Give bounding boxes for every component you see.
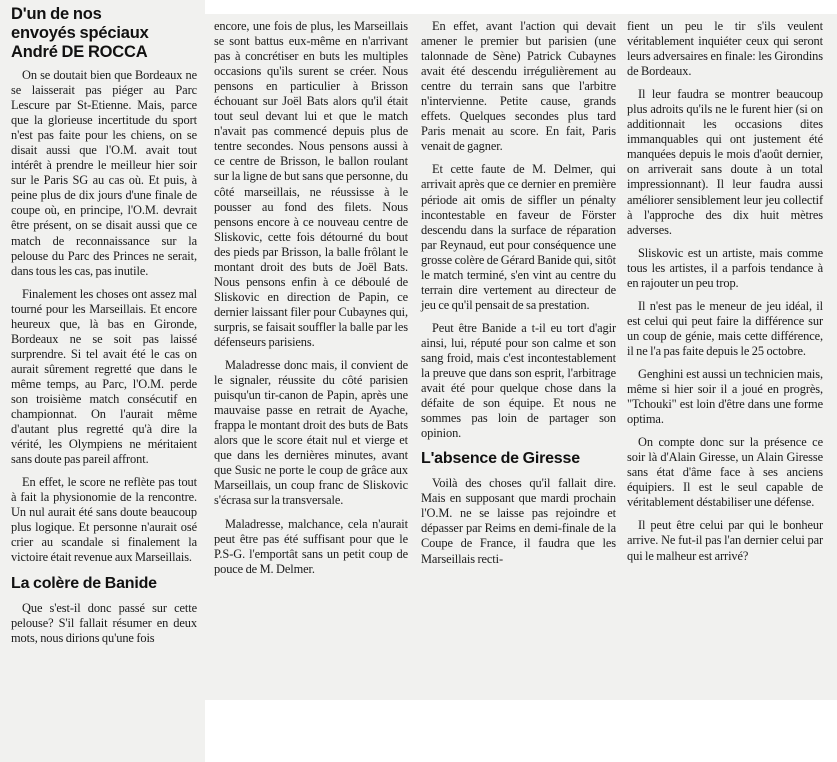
paragraph: Que s'est-il donc passé sur cette pelouse? S'il fallait résumer en deux mots, nous dirions qu'une fois	[11, 600, 197, 645]
paragraph: Genghini est aussi un technicien mais, même si hier soir il a joué en progrès, "Tchouki" est loin d'être dans une forme optima.	[627, 366, 823, 427]
paragraph: En effet, avant l'action qui devait amener le premier but parisien (une talonnade de Sène) Patrick Cubaynes avait été descendu irrégulièrement au centre du terrain sans que l'arbitre n'intervienne. Petite cause, grands effets. Quelques secondes plus tard Paris menait au score. En fait, Paris venait de gagner.	[421, 19, 616, 154]
paragraph: En effet, le score ne reflète pas tout à fait la physionomie de la rencontre. Un nul aurait été sans doute beaucoup plus logique. Et personne n'aurait osé crier au scandale si finalement la victoire était revenue aux Marseillais.	[11, 475, 197, 565]
paragraph: Et cette faute de M. Delmer, qui arrivait après que ce dernier en première période ait omis de siffler un pénalty incontestable en faveur de Förster descendu dans la surface de réparation par Reynaud, eut pour conséquence une grosse colère de Gérard Banide qui, sitôt le match terminé, s'en vint au centre du terrain dire vertement au directeur de jeu ce qu'il pensait de sa prestation.	[421, 162, 616, 312]
paragraph: Finalement les choses ont assez mal tourné pour les Marseillais. Et encore heureux que, là bas en Gironde, Bordeaux ne se soit pas laissé surprendre. Si tel avait été le cas on aurait sûrement regretté que dans le même temps, au Parc, l'O.M. perde son troisième match consécutif en championnat. On l'aurait même d'autant plus regretté qu'à dire la vérité, les Olympiens ne méritaient sans doute pas pareil affront.	[11, 286, 197, 467]
column-3	[421, 19, 616, 575]
paragraph: Il n'est pas le meneur de jeu idéal, il est celui qui peut faire la différence sur un coup de génie, mais cette différence, il ne l'a pas faite depuis le 25 octobre.	[627, 298, 823, 358]
paragraph: On compte donc sur la présence ce soir là d'Alain Giresse, un Alain Giresse sans état d'âme face à ses anciens équipiers. Il est le seul capable de véritablement déstabiliser une défense.	[627, 435, 823, 510]
headline-line-3: André DE ROCCA	[11, 43, 148, 61]
subheading: La colère de Banide	[11, 574, 157, 592]
column-4	[627, 19, 823, 572]
paragraph: Peut être Banide a t-il eu tort d'agir ainsi, lui, réputé pour son calme et son sang froid, mais c'est incontestablement la preuve que dans son esprit, l'arbitrage avait été pour quelque chose dans la défaite de son équipe. Et nous ne sommes pas loin de partager son opinion.	[421, 320, 616, 441]
paragraph: On se doutait bien que Bordeaux ne se laisserait pas piéger au Parc Lescure par St-Etienne. Mais, parce que la glorieuse incertitude du sport n'est pas faite pour les chiens, on se disait aussi que l'O.M. avait tout intérêt à prendre le meilleur hier soir sur le Paris SG au cas où. Et puis, à peine plus de dix jours d'une finale de coupe où, en principe, l'O.M. devrait être présent, on se disait aussi que ce match de reconnaissance sur la pelouse du Parc des Princes ne serait, dans tous les cas, pas inutile.	[11, 68, 197, 278]
paragraph: fient un peu le tir s'ils veulent véritablement inquiéter ceux qui seront leurs adversaires en finale: les Girondins de Bordeaux.	[627, 19, 823, 79]
paragraph: Maladresse, malchance, cela n'aurait peut être pas été suffisant pour que le P.S-G. l'emportât sans un petit coup de pouce de M. Delmer.	[214, 516, 408, 576]
column-1	[11, 5, 197, 654]
headline-line-2: envoyés spéciaux	[11, 24, 149, 42]
paragraph: Il leur faudra se montrer beaucoup plus adroits qu'ils ne le furent hier (si on additionnait les occasions dites immanquables qui ont justement été manquées depuis le mois d'août dernier, on arriverait sans doute à un total impressionnant). Il leur faudra aussi améliorer sensiblement leur jeu collectif à l'approche des dix huit mètres adverses.	[627, 87, 823, 237]
column-2	[214, 19, 408, 585]
paragraph: Voilà des choses qu'il fallait dire. Mais en supposant que mardi prochain l'O.M. ne se laisse pas rejoindre et dépasser par Reims en demi-finale de la Coupe de France, il faudra que les Marseillais recti-	[421, 476, 616, 566]
paragraph: Sliskovic est un artiste, mais comme tous les artistes, il a parfois tendance à en rajouter un peu trop.	[627, 245, 823, 290]
byline-headline	[11, 5, 197, 62]
paragraph: Maladresse donc mais, il convient de le signaler, réussite du côté parisien puisqu'un tir-canon de Papin, après une mauvaise passe en retrait de Ayache, frappa le montant droit des buts de Bats alors que le score était nul et vierge et que dans les dernières minutes, avant que Susic ne porte le coup de grâce aux Marseillais, un coup franc de Sliskovic s'écrasa sur la transversale.	[214, 358, 408, 508]
paragraph: encore, une fois de plus, les Marseillais se sont battus eux-même en n'arrivant pas à concrétiser en buts les multiples occasions qu'ils surent se créer. Nous pensons en particulier à Brisson échouant sur Joël Bats alors qu'il était tout seul devant lui et que le match n'avait pas commencé depuis plus de tentre secondes. Nous pensons aussi à ce centre de Brisson, le ballon roulant sur la ligne de but sans que personne, du côté marseillais, ne réussisse à le pousser au fond des filets. Nous pensons encore à ce nouveau centre de Sliskovic, cette fois détourné du bout des pieds par Brisson, la balle frôlant le montant droit des buts de Joël Bats. Nous pensons enfin à ce déboulé de Sliskovic en direction de Papin, ce dernier laissant filer pour Cubaynes qui, surpris, se faisait souffler la balle par les défenseurs parisiens.	[214, 19, 408, 349]
paragraph: Il peut être celui par qui le bonheur arrive. Ne fut-il pas l'an dernier celui par qui le malheur est arrivé?	[627, 518, 823, 563]
subheading: L'absence de Giresse	[421, 450, 580, 468]
headline-line-1: D'un de nos	[11, 5, 102, 23]
